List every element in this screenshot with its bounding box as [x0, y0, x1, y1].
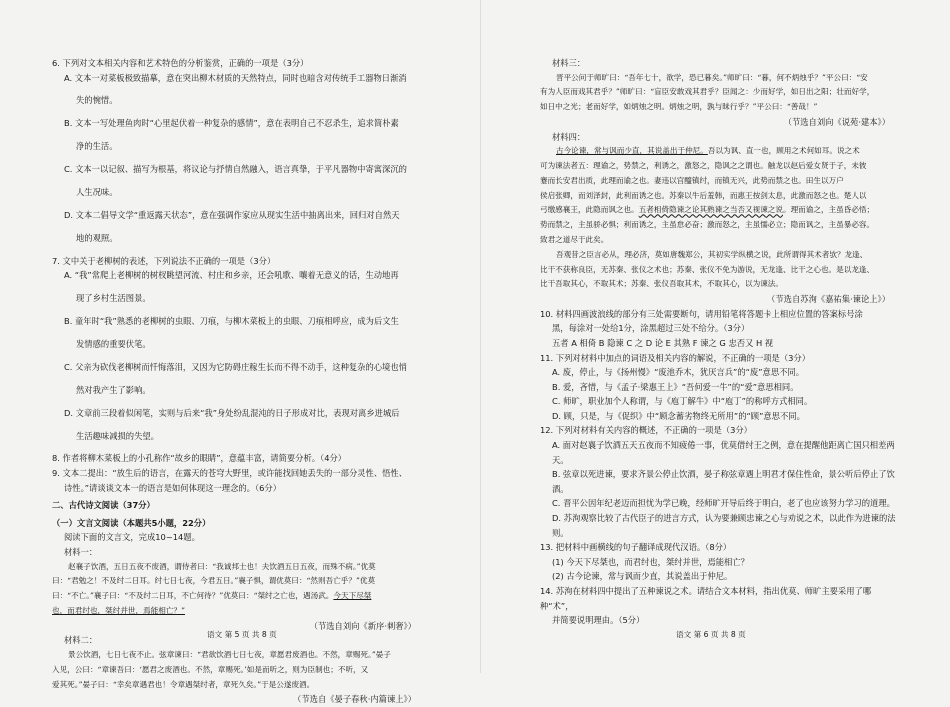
- q6-option-a: A. 文本一对菜板极致描摹，意在突出柳木材质的天然特点，同时也暗含对传统手工器物日渐消: [64, 72, 407, 83]
- question-14: 14. 苏洵在材料四中提出了五种谏说之术。请结合文本材料，指出优莫、师旷主要采用了哪种“术”，: [540, 586, 872, 611]
- q12-option-a: A. 面对赵襄子饮酒五天五夜而不知疲倦一事，优莫借纣王之例，意在提醒他距离亡国只相差两天。: [552, 440, 895, 465]
- question-13: 13. 把材料中画横线的句子翻译成现代汉语。（8分）: [540, 542, 732, 553]
- q7-option-d-cont: 生活趣味减损的失望。: [76, 430, 159, 441]
- q7-option-c: C. 父亲为砍伐老柳树而忏悔落泪，又因为它防碍庄稼生长而不得不动手，这种复杂的心境也悄: [64, 361, 407, 372]
- material-3-line: 晋平公问于师旷曰：“吾年七十，欲学，恐已暮矣。”师旷曰：“暮，何不炳烛乎？”平公曰：“安: [556, 72, 868, 82]
- q6-option-d: D. 文本二倡导文学“重返露天状态”，意在强调作家应从现实生活中抽离出来，回归对自然天: [64, 209, 400, 220]
- q7-option-b-cont: 发情感的重要伏笔。: [76, 338, 151, 349]
- material-2-line: 景公饮酒，七日七夜不止。弦章谏曰：“君欲饮酒七日七夜，章愿君废酒也。不然，章赐死。”晏子: [68, 649, 391, 659]
- q7-option-a: A. “我”常爬上老柳树的树杈眺望河流、村庄和乡亲，还会吼歌、嚷着无意义的话，生动地再: [64, 270, 399, 281]
- subsection-heading-wenyan: （一）文言文阅读（本题共5小题，22分）: [52, 517, 211, 528]
- section-heading-classical: 二、古代诗文阅读（37分）: [52, 500, 155, 511]
- material-4-line: [540, 144, 898, 159]
- q6-option-c: C. 文本一以记叙、描写为根基，将议论与抒情自然融入，语言真挚，于平凡器物中寄寓深沉的: [64, 164, 407, 175]
- left-page-column: [52, 56, 424, 707]
- material-4-text: 。理而谕之，主虽昏必悟；: [783, 205, 875, 215]
- q7-option-c-cont: 然对我产生了影响。: [76, 384, 151, 395]
- material-3-line: 有为人臣而戏其君乎？”师旷曰：“盲臣安敢戏其君乎？臣闻之：少而好学，如日出之阳；壮而好学，: [540, 87, 875, 97]
- material-4-line: 吾观昔之臣言必从，理必济，莫如唐魏郑公，其初实学纵横之说，此所谓得其术者欤？龙逢、: [556, 249, 868, 259]
- question-10-sentence: 五者 A 相倚 B 隐谏 C 之 D 论 E 其熟 F 谏之 G 忠否又 H 视: [552, 337, 774, 348]
- question-7: 7. 文中关于老柳树的表述，下列说法不正确的一项是（3分）: [52, 255, 276, 266]
- material-4-line: 致君之道尽于此矣。: [540, 234, 609, 244]
- page-fold-divider: [480, 0, 481, 673]
- material-2-title: 材料二：: [64, 635, 98, 646]
- question-9-cont: 诗性。”请谈谈文本一的语言是如何体现这一理念的。（6分）: [64, 482, 281, 493]
- underlined-sentence: 今天下尽桀: [333, 591, 372, 601]
- material-2-line: 入见，公曰：“章谏吾曰：‘愿君之废酒也。不然，章赐死。’如是而听之，则为臣制也；不听，又: [52, 664, 369, 674]
- q12-option-b: B. 弦章以死进谏，要求齐景公停止饮酒，晏子称弦章遇上明君才保住性命，景公听后停止了饮酒。: [552, 469, 895, 494]
- left-page-footer: 语文 第 5 页 共 8 页: [207, 630, 277, 639]
- material-1-title: 材料一：: [64, 547, 98, 557]
- material-1-text: 曰：“不亡。”襄子曰：“不及纣二日耳，不亡何待？”优莫曰：“桀纣之亡也，遇汤武。: [52, 591, 334, 601]
- material-4-line: 蹇而长安君出质，此理而谕之也。妻违以宫醯镇纣，而镇无兴，此势而禁之也。田生以万户: [540, 175, 844, 185]
- q6-option-c-cont: 人生况味。: [76, 187, 118, 198]
- material-4-line: [540, 203, 898, 218]
- question-6: 6. 下列对文本相关内容和艺术特色的分析鉴赏，正确的一项是（3分）: [52, 58, 309, 68]
- underlined-sentence: 古今论谏，常与讽而少直，其说盖出于仲尼。: [556, 146, 708, 156]
- q6-option-a-cont: 失的惋惜。: [76, 95, 118, 106]
- question-10: 10. 材料四画波浪线的部分有三处需要断句，请用铅笔将答题卡上相应位置的答案标号涂: [540, 308, 863, 319]
- q7-option-b: B. 童年时“我”熟悉的老柳树的虫眼、刀痕，与柳木菜板上的虫眼、刀痕相呼应，成为后文生: [64, 316, 399, 327]
- material-1-line: 曰：“君勉之！不及纣二日耳。纣七日七夜，今君五日。”襄子惧，谓优莫曰：“然则吾亡乎？”优莫: [52, 576, 376, 586]
- material-3-line: 如日中之光；老而好学，如炳烛之明。炳烛之明，孰与昧行乎？”平公曰：“善哉！”: [540, 102, 818, 112]
- q13-item-2: (2) 古今论谏，常与讽而少直，其说盖出于仲尼。: [552, 571, 733, 582]
- material-2-source: （节选自《晏子春秋·内篇谏上》）: [293, 694, 416, 705]
- right-page-footer: 语文 第 6 页 共 8 页: [676, 630, 746, 639]
- question-14-cont: 并简要说明理由。（5分）: [552, 615, 645, 626]
- material-1-line: [52, 604, 424, 619]
- q6-option-d-cont: 地的观照。: [76, 232, 118, 243]
- q12-option-c: C. 晋平公因年纪老迈而担忧为学已晚，经师旷开导后终于明白，老了也应该努力学习的道理。: [552, 498, 895, 509]
- q6-option-b: B. 文本一写处理鱼肉时“心里起伏着一种复杂的感情”，意在表明自己不忍杀生，追求简朴素: [64, 118, 399, 129]
- material-3-title: 材料三：: [552, 58, 586, 68]
- material-4-line: 势而禁之，主虽骄必惧；利而诱之，主虽怠必奋；激而怒之，主虽懦必立；隐而讽之，主虽暴必容。: [540, 220, 875, 230]
- material-4-line: 比干不获称良臣，无苏秦、张仪之术也；苏秦、张仪不免为游说，无龙逢、比干之心也。是以龙逢、: [540, 264, 875, 274]
- material-4-line: 侯启张卿，而刘泽封，此利而诱之也。苏秦以牛后羞韩，而惠王按剑太息，此激而怒之也。楚人以: [540, 190, 867, 200]
- right-page-column: [540, 56, 898, 628]
- q7-option-d: D. 文章前三段着似闲笔，实则与后来“我”身处纷乱混沌的日子形成对比，表现对离乡进城后: [64, 407, 400, 418]
- material-4-title: 材料四：: [552, 131, 586, 142]
- q11-option-d: D. 顾，只是，与《促织》中“顾念蓄劣物终无所用”的“顾”意思不同。: [552, 410, 805, 421]
- underlined-sentence-cont: 也，而君纣也，桀纣并世，焉能相亡？”: [52, 605, 185, 615]
- q11-option-b: B. 爱，吝惜，与《孟子·梁惠王上》“吾何爱一牛”的“爱”意思相同。: [552, 381, 799, 392]
- q12-option-d: D. 苏洵观察比较了古代臣子的进言方式，认为要兼顾忠谏之心与劝说之术，以此作为进谏的法则。: [552, 513, 896, 538]
- material-1-source: （节选自刘向《新序·刺奢》）: [309, 620, 416, 631]
- material-1-line: 赵襄子饮酒，五日五夜不废酒，谓侍者曰：“我诚邦士也！夫饮酒五日五夜，而殊不病。”优莫: [68, 561, 376, 571]
- material-3-source: （节选自刘向《说苑·建本》）: [783, 116, 890, 127]
- q11-option-c: C. 师旷，职业加个人称谓，与《庖丁解牛》中“庖丁”的称呼方式相同。: [552, 396, 813, 407]
- question-9: 9. 文本二提出：“放生后的语言，在露天的苍穹大野里，或许能找回她丢失的一部分灵性、悟性、: [52, 468, 408, 479]
- material-4-line: 比干吾取其心，不取其术；苏秦、张仪吾取其术，不取其心，以为谏法。: [540, 279, 783, 289]
- material-2-line: 爱其死。”晏子曰：“幸矣章遇君也！令章遇桀纣者，章死久矣。”于是公遂废酒。: [52, 679, 315, 689]
- material-4-line: 可为谏法者五：理谕之，势禁之，利诱之，激怒之，隐讽之之谓也。触龙以赵后爱女贤于子，未彼: [540, 160, 867, 170]
- question-10-cont: 黑，每涂对一处给1分，涂黑超过三处不给分。（3分）: [552, 323, 750, 334]
- wavy-underlined-passage: 五者相倚隐谏之论其熟谏之当否又视谏之说: [638, 205, 783, 215]
- question-11: 11. 下列对材料中加点的词语及相关内容的解说，不正确的一项是（3分）: [540, 352, 811, 363]
- reading-instruction: 阅读下面的文言文，完成10~14题。: [64, 532, 200, 543]
- material-4-source: （节选自苏洵《嘉祐集·谏论上》）: [767, 294, 890, 305]
- material-1-line: [52, 589, 424, 604]
- material-4-text: 弓缴感襄王，此隐而讽之也。: [540, 205, 639, 215]
- question-8: 8. 作者将柳木菜板上的小孔称作“故乡的眼睛”，意蕴丰富，请简要分析。（4分）: [52, 453, 347, 464]
- q13-item-1: (1) 今天下尽桀也，而君纣也，桀纣并世，焉能相亡？: [552, 556, 749, 567]
- q7-option-a-cont: 现了乡村生活图景。: [76, 293, 151, 304]
- q6-option-b-cont: 净的生活。: [76, 141, 118, 152]
- q11-option-a: A. 废，停止，与《扬州慢》“废池乔木，犹厌言兵”的“废”意思不同。: [552, 367, 805, 378]
- question-12: 12. 下列对材料有关内容的概述，不正确的一项是（3分）: [540, 425, 752, 436]
- material-4-text: 吾以为讽、直一也，顾用之术何如耳。说之术: [707, 146, 860, 156]
